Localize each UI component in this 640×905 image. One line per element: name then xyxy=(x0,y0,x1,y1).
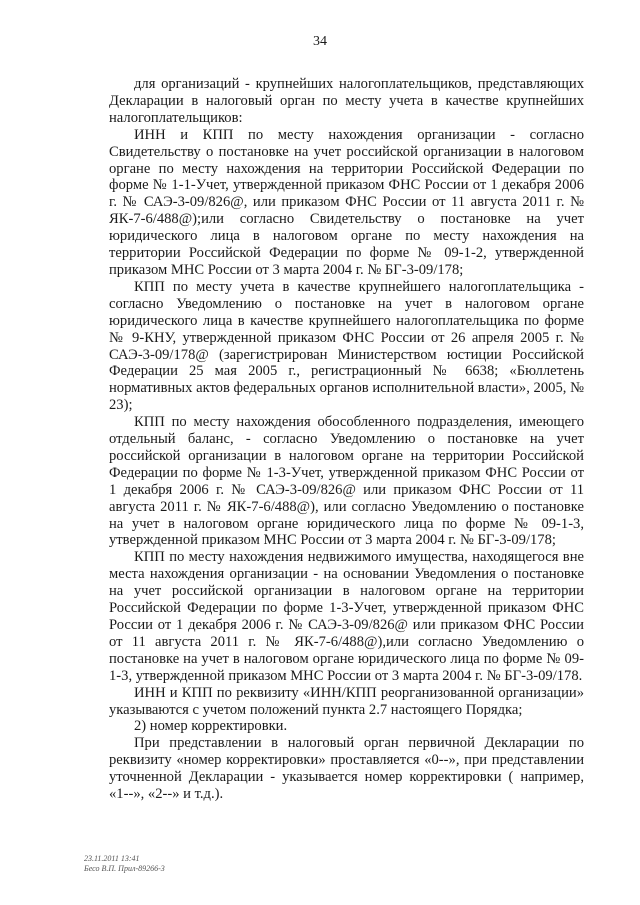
paragraph-correction-number-heading: 2) номер корректировки. xyxy=(134,718,288,735)
paragraph-intro: для организаций - крупнейших налогоплательщиков, представляющих Декларации в налоговый орган по месту учета в качестве крупнейших налогоплательщиков: xyxy=(109,76,584,126)
footer-timestamp: 23.11.2011 13:41 xyxy=(84,854,140,863)
footer-stamp xyxy=(84,854,165,874)
footer-file-reference: Бесо В.П. Прил-89266-3 xyxy=(84,864,165,873)
paragraph-kpp-real-estate: КПП по месту нахождения недвижимого имущества, находящегося вне места нахождения организации - на основании Уведомления о постановке на учет российской организации в налоговом органе на территории Российской Федерации по форме 1-3-Учет, утвержденной приказом ФНС России от 1 декабря 2006 г. № САЭ-3-09/826@ или приказом ФНС России от 11 августа 2011 г. № ЯК-7-6/488@),или согласно Уведомлению о постановке на учет в налоговом органе юридического лица по форме № 09-1-3, утвержденной приказом МНС России от 3 марта 2004 г. № БГ-3-09/178. xyxy=(109,549,584,684)
paragraph-kpp-largest-taxpayer: КПП по месту учета в качестве крупнейшего налогоплательщика - согласно Уведомлению о постановке на учет в налоговом органе юридического лица в качестве крупнейшего налогоплательщика по форме № 9-КНУ, утвержденной приказом ФНС России от 26 апреля 2005 г. № САЭ-3-09/178@ (зарегистрирован Министерством юстиции Российской Федерации 25 мая 2005 г., регистрационный № 6638; «Бюллетень нормативных актов федеральных органов исполнительной власти», 2005, № 23); xyxy=(109,278,584,414)
document-body xyxy=(109,76,584,803)
paragraph-inn-kpp-reorganized: ИНН и КПП по реквизиту «ИНН/КПП реорганизованной организации» указываются с учетом положений пункта 2.7 настоящего Порядка; xyxy=(109,684,584,718)
paragraph-correction-number: При представлении в налоговый орган первичной Декларации по реквизиту «номер корректировки» проставляется «0--», при представлении уточненной Декларации - указывается номер корректировки ( например, «1--», «2--» и т.д.). xyxy=(109,735,584,803)
page-number: 34 xyxy=(313,34,327,49)
paragraph-kpp-subdivision: КПП по месту нахождения обособленного подразделения, имеющего отдельный баланс, - согласно Уведомлению о постановке на учет российской организации в налоговом органе на территории Российской Федерации по форме № 1-3-Учет, утвержденной приказом ФНС России от 1 декабря 2006 г. № САЭ-3-09/826@ или приказом ФНС России от 11 августа 2011 г. № ЯК-7-6/488@), или согласно Уведомлению о постановке на учет в налоговом органе юридического лица по форме № 09-1-3, утвержденной приказом МНС России от 3 марта 2004 г. № БГ-3-09/178; xyxy=(109,414,584,549)
paragraph-inn-kpp-location: ИНН и КПП по месту нахождения организации - согласно Свидетельству о постановке на учет российской организации в налоговом органе по месту нахождения на территории Российской Федерации по форме № 1-1-Учет, утвержденной приказом ФНС России от 1 декабря 2006 г. № САЭ-3-09/826@, или приказом ФНС России от 11 августа 2011 г. № ЯК-7-6/488@);или согласно Свидетельству о постановке на учет юридического лица в налоговом органе по месту нахождения на территории Российской Федерации по форме № 09-1-2, утвержденной приказом МНС России от 3 марта 2004 г. № БГ-3-09/178; xyxy=(109,126,584,278)
